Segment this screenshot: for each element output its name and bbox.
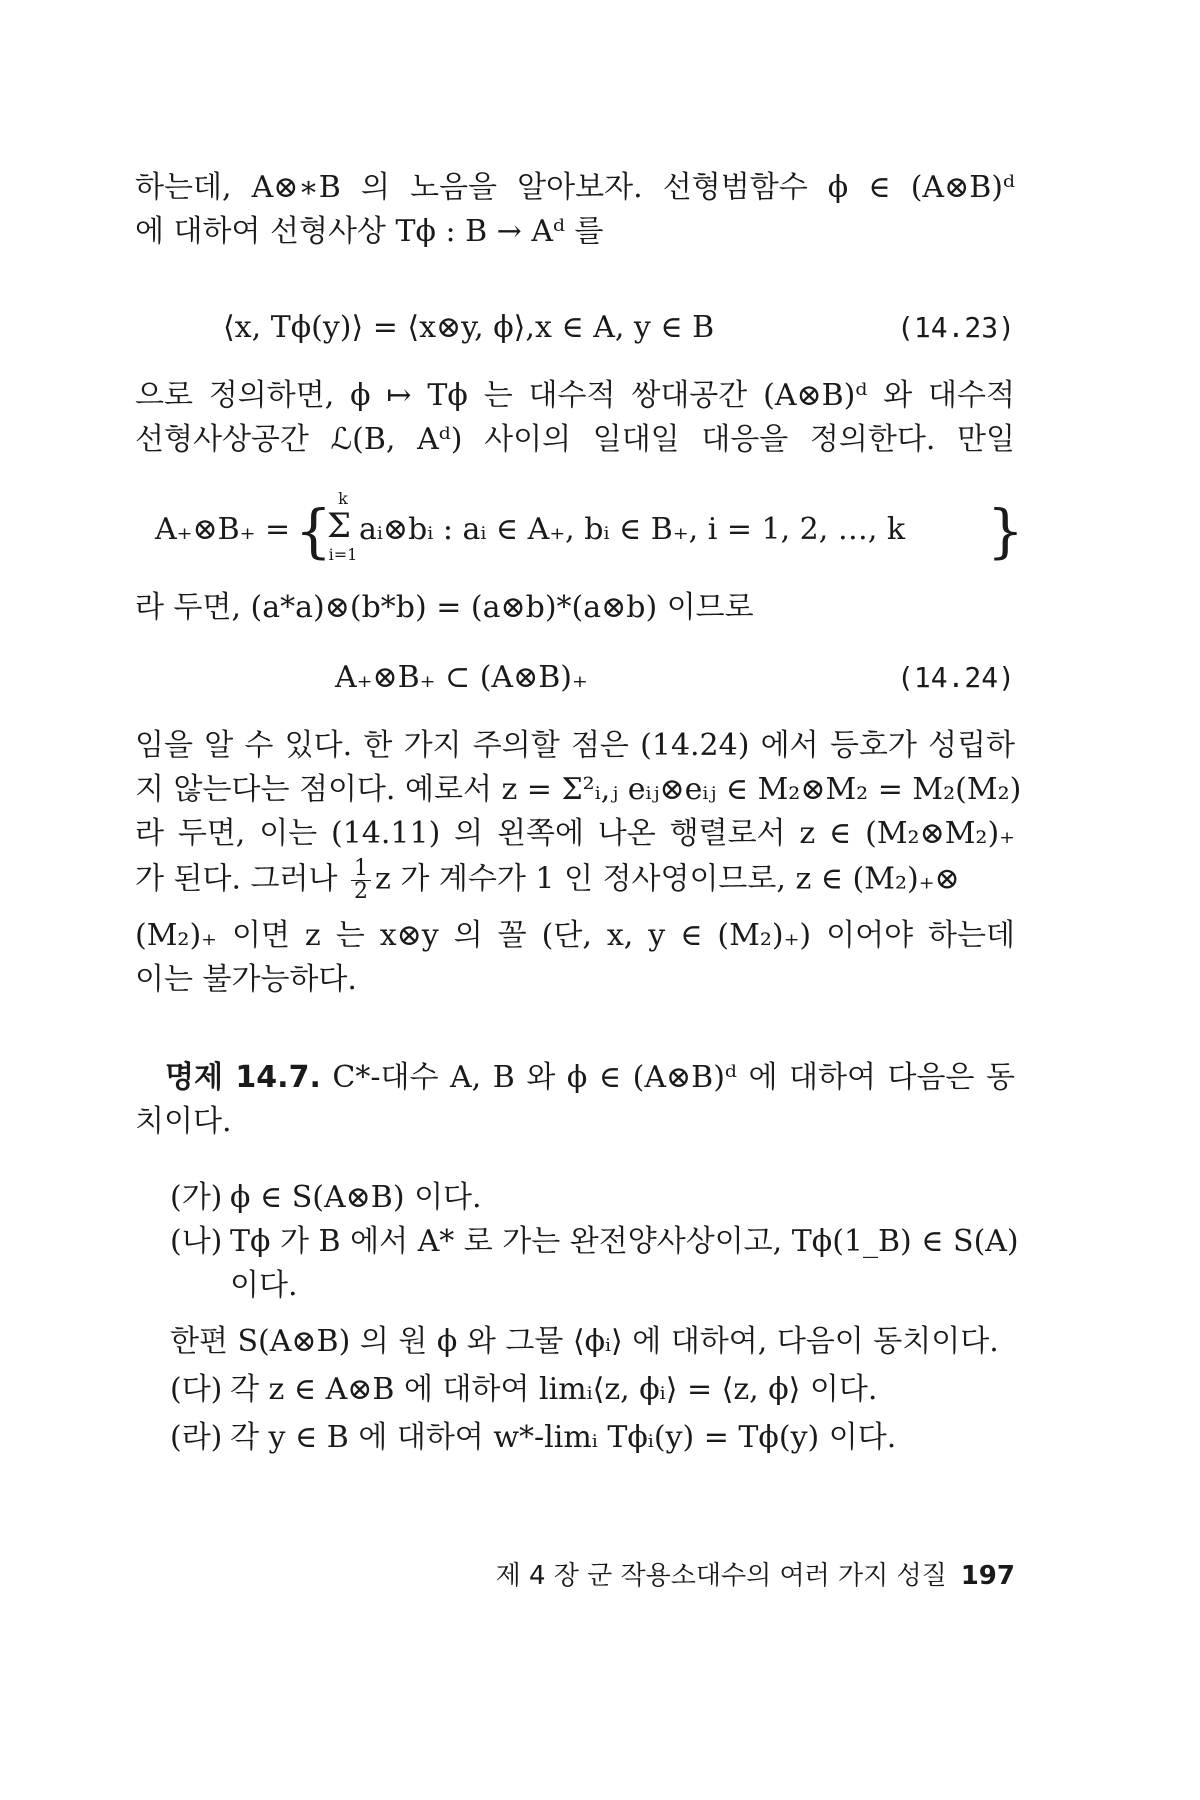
proposition-middle-text: 한편 S(A⊗B) 의 원 ϕ 와 그물 ⟨ϕᵢ⟩ 에 대하여, 다음이 동치이다. [170, 1324, 999, 1359]
proposition-item-na-continued: 이다. [230, 1268, 298, 1303]
text-line-11: 이는 불가능하다. [135, 962, 357, 997]
proposition-item-na [170, 1222, 1019, 1262]
item-label: (가) [170, 1180, 223, 1215]
sum-lower-limit: i=1 [328, 545, 358, 564]
equation-positive-tensor [155, 489, 1024, 580]
page-footer [496, 1558, 1015, 1594]
proposition-second-line: 치이다. [135, 1104, 232, 1139]
fraction-one-half [351, 858, 371, 903]
proposition-item-da [170, 1370, 1015, 1410]
right-brace: } [987, 497, 1024, 565]
equation-14-23-condition: x ∈ A, y ∈ B [535, 310, 715, 345]
text-line-4: 선형사상공간 ℒ(B, Aᵈ) 사이의 일대일 대응을 정의한다. 만일 [135, 422, 1015, 457]
item-text: 각 z ∈ A⊗B 에 대하여 limᵢ⟨z, ϕᵢ⟩ = ⟨z, ϕ⟩ 이다. [230, 1372, 878, 1407]
text-line-9-start: 가 된다. 그러나 [135, 861, 348, 897]
item-text: Tϕ 가 B 에서 A* 로 가는 완전양사상이고, Tϕ(1_B) ∈ S(A) [230, 1224, 1019, 1259]
page [135, 0, 1024, 1800]
chapter-title: 제 4 장 군 작용소대수의 여러 가지 성질 [495, 1561, 947, 1591]
proposition-title: 명제 14.7. [165, 1060, 321, 1095]
item-text: 각 y ∈ B 에 대하여 w*-limᵢ Tϕᵢ(y) = Tϕ(y) 이다. [230, 1420, 897, 1455]
text-line-9 [135, 858, 1015, 918]
equation-number-14-24: (14.24) [896, 661, 1015, 694]
text-line-7: 지 않는다는 점이다. 예로서 z = Σ²ᵢ,ⱼ eᵢⱼ⊗eᵢⱼ ∈ M₂⊗M₂ = M₂(M₂) [135, 772, 1022, 807]
left-brace: { [295, 497, 332, 565]
page-number: 197 [960, 1561, 1015, 1591]
item-label: (나) [170, 1224, 223, 1259]
sum-symbol: Σ [327, 506, 352, 546]
equation-14-23: ⟨x, Tϕ(y)⟩ = ⟨x⊗y, ϕ⟩, [223, 310, 535, 345]
equation-14-24: A₊⊗B₊ ⊂ (A⊗B)₊ [335, 660, 588, 695]
equation-number-14-23: (14.23) [896, 311, 1015, 344]
item-label: (다) [170, 1372, 223, 1407]
text-line-6: 임을 알 수 있다. 한 가지 주의할 점은 (14.24) 에서 등호가 성립하 [135, 728, 1015, 763]
text-line-5: 라 두면, (a*a)⊗(b*b) = (a⊗b)*(a⊗b) 이므로 [135, 590, 754, 625]
text-line-3: 으로 정의하면, ϕ ↦ Tϕ 는 대수적 쌍대공간 (A⊗B)ᵈ 와 대수적 [135, 378, 1015, 413]
proposition-item-ra [170, 1418, 1015, 1458]
fraction-numerator: 1 [351, 858, 371, 881]
sum-upper-limit: k [338, 489, 348, 508]
item-text: ϕ ∈ S(A⊗B) 이다. [230, 1180, 482, 1215]
proposition-statement: C*-대수 A, B 와 ϕ ∈ (A⊗B)ᵈ 에 대하여 다음은 동 [332, 1060, 1015, 1095]
proposition-first-line [165, 1058, 1015, 1098]
item-label: (라) [170, 1420, 223, 1455]
equation-lhs: A₊⊗B₊ = [155, 512, 291, 547]
text-line-1: 하는데, A⊗∗B 의 노음을 알아보자. 선형범함수 ϕ ∈ (A⊗B)ᵈ [135, 170, 1015, 205]
text-line-10: (M₂)₊ 이면 z 는 x⊗y 의 꼴 (단, x, y ∈ (M₂)₊) 이어야 하는데 [135, 918, 1015, 953]
fraction-denominator: 2 [354, 879, 369, 904]
text-line-8: 라 두면, 이는 (14.11) 의 왼쪽에 나온 행렬로서 z ∈ (M₂⊗M₂)₊ [135, 816, 1015, 851]
text-line-9-end: z 가 계수가 1 인 정사영이므로, z ∈ (M₂)₊⊗ [375, 861, 960, 897]
proposition-item-ga [170, 1178, 1015, 1218]
equation-set-body: aᵢ⊗bᵢ : aᵢ ∈ A₊, bᵢ ∈ B₊, i = 1, 2, …, k [359, 512, 906, 547]
text-line-2: 에 대하여 선형사상 Tϕ : B → Aᵈ 를 [135, 214, 604, 249]
